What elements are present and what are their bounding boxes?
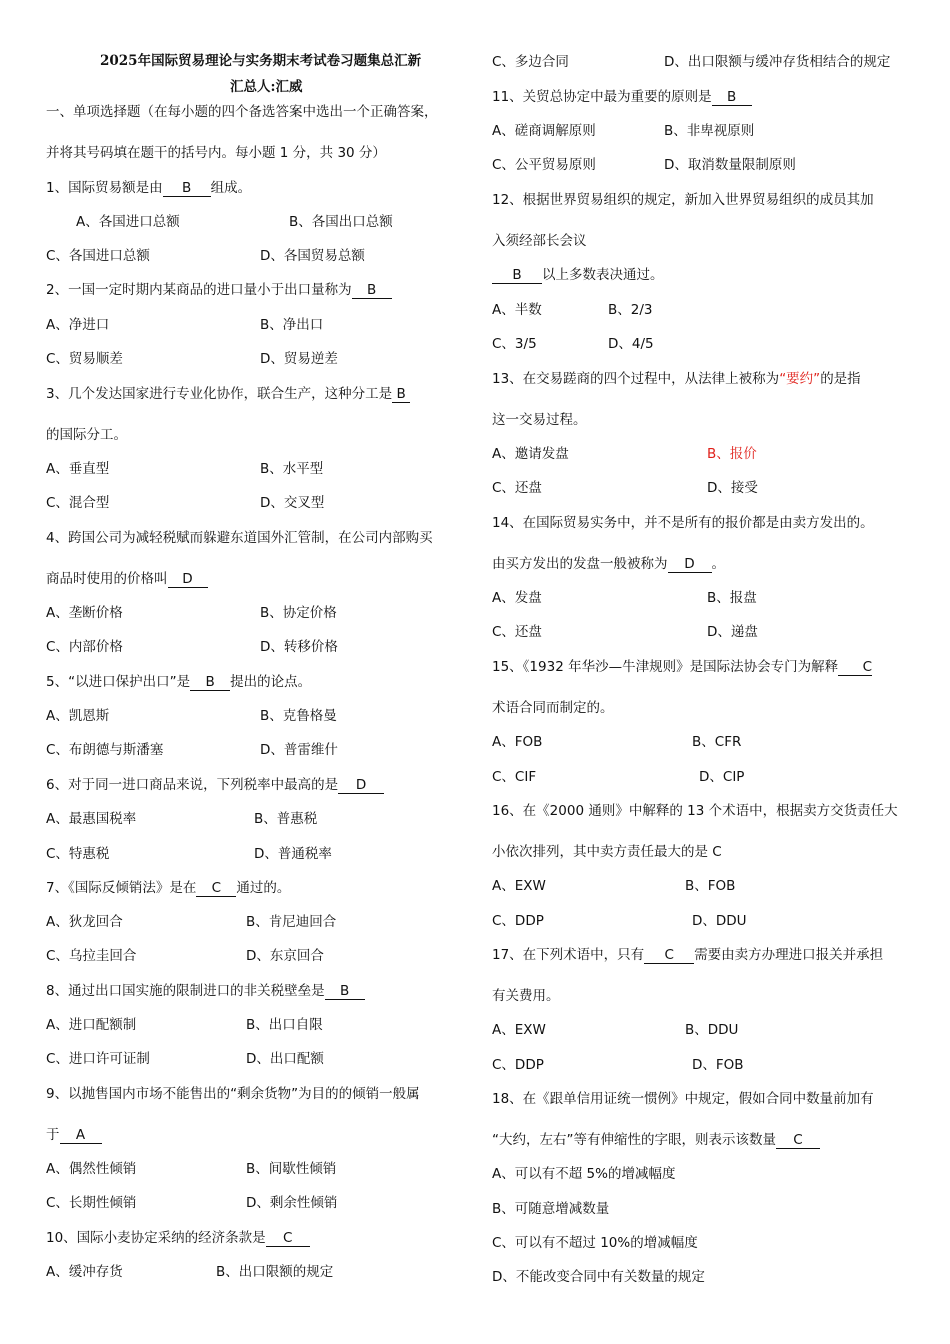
answer-blank: B [492,267,542,284]
option: B、报盘 [707,590,757,606]
option: D、CIP [699,769,745,785]
option: A、EXW [492,878,546,894]
option: D、取消数量限制原则 [664,157,796,173]
text-segment: 6、对于同一进口商品来说，下列税率中最高的是 [46,777,339,793]
text-segment: 11、关贸总协定中最为重要的原则是 [492,89,712,105]
option: C、长期性倾销 [46,1195,137,1211]
question-13 [492,370,861,388]
question-17 [492,946,883,964]
option: A、垂直型 [46,461,110,477]
text-segment: 以上多数表决通过。 [542,267,664,283]
question-10 [46,1229,310,1247]
question-13-cont: 这一交易过程。 [492,412,587,428]
question-17-cont: 有关费用。 [492,988,560,1004]
option: D、剩余性倾销 [246,1195,338,1211]
option: A、狄龙回合 [46,914,123,930]
option: C、DDP [492,913,544,929]
option: B、普惠税 [254,811,318,827]
answer-blank: B [392,386,410,403]
question-12-cont: 入须经部长会议 [492,233,587,249]
document-title: 2025年国际贸易理论与实务期末考试卷习题集总汇新 [100,53,422,69]
text-segment: 5、“以进口保护出口”是 [46,674,191,690]
text-segment: 15、《1932 年华沙—牛津规则》是国际法协会专门为解释 [492,659,839,675]
answer-blank: C [266,1230,310,1247]
option: B、克鲁格曼 [260,708,337,724]
option: A、净进口 [46,317,110,333]
answer-blank: D [338,777,384,794]
option: D、出口配额 [246,1051,324,1067]
text-segment: “要约” [779,371,821,387]
option: C、DDP [492,1057,544,1073]
option: A、半数 [492,302,542,318]
question-18: 18、在《跟单信用证统一惯例》中规定，假如合同中数量前加有 [492,1091,874,1107]
option: B、水平型 [260,461,324,477]
option: B、出口自限 [246,1017,323,1033]
question-9: 9、以抛售国内市场不能售出的“剩余货物”为目的的倾销一般属 [46,1086,420,1102]
option: C、混合型 [46,495,110,511]
question-9-cont [46,1126,102,1144]
answer-blank: D [668,556,712,573]
option: D、贸易逆差 [260,351,338,367]
option: A、FOB [492,734,543,750]
option: A、偶然性倾销 [46,1161,137,1177]
answer-blank: C [196,880,236,897]
question-2 [46,281,392,299]
option: A、各国进口总额 [76,214,180,230]
text-segment: 需要由卖方办理进口报关并承担 [694,947,884,963]
question-8 [46,982,365,1000]
option: C、布朗德与斯潘塞 [46,742,164,758]
question-15-cont: 术语合同而制定的。 [492,700,614,716]
option: D、4/5 [608,336,654,352]
option: A、邀请发盘 [492,446,569,462]
option: A、进口配额制 [46,1017,137,1033]
option: C、3/5 [492,336,537,352]
option: D、FOB [692,1057,744,1073]
option: B、DDU [685,1022,739,1038]
option: C、贸易顺差 [46,351,123,367]
question-5 [46,673,311,691]
option: B、各国出口总额 [289,214,393,230]
option: B、协定价格 [260,605,337,621]
option: A、可以有不超 5%的增减幅度 [492,1166,676,1182]
option: B、肯尼迪回合 [246,914,337,930]
option: D、递盘 [707,624,758,640]
question-14: 14、在国际贸易实务中，并不是所有的报价都是由卖方发出的。 [492,515,874,531]
option: A、缓冲存货 [46,1264,123,1280]
text-segment: 17、在下列术语中，只有 [492,947,645,963]
text-segment: 提出的论点。 [230,674,312,690]
option: A、磋商调解原则 [492,123,596,139]
option: D、普通税率 [254,846,332,862]
question-3 [46,385,410,403]
option-highlighted: B、报价 [707,446,757,462]
answer-blank: B [352,282,392,299]
option: D、DDU [692,913,747,929]
text-segment: 的是指 [820,371,861,387]
option: C、特惠税 [46,846,110,862]
text-segment: 10、国际小麦协定采纳的经济条款是 [46,1230,266,1246]
option: C、还盘 [492,624,542,640]
text-segment: 商品时使用的价格叫 [46,571,168,587]
option: A、垄断价格 [46,605,123,621]
text-segment: 8、通过出口国实施的限制进口的非关税壁垒是 [46,983,325,999]
option: C、各国进口总额 [46,248,150,264]
option: C、多边合同 [492,54,569,70]
question-12-cont2 [492,266,664,284]
option: B、净出口 [260,317,324,333]
question-1 [46,179,251,197]
question-7 [46,879,290,897]
option: C、CIF [492,769,537,785]
answer-blank: B [163,180,211,197]
option: D、交叉型 [260,495,325,511]
text-segment: 1、国际贸易额是由 [46,180,163,196]
option: B、出口限额的规定 [216,1264,334,1280]
option: C、还盘 [492,480,542,496]
text-segment: 于 [46,1127,60,1143]
question-12: 12、根据世界贸易组织的规定，新加入世界贸易组织的成员其加 [492,192,874,208]
text-segment: 组成。 [210,180,252,196]
answer-blank: A [60,1127,102,1144]
option: C、进口许可证制 [46,1051,150,1067]
option: D、普雷维什 [260,742,338,758]
question-16: 16、在《2000 通则》中解释的 13 个术语中，根据卖方交货责任大 [492,803,898,819]
question-11 [492,88,752,106]
answer-blank: C [838,659,872,676]
option: C、公平贸易原则 [492,157,596,173]
text-segment: 。 [711,556,725,572]
option: A、凯恩斯 [46,708,110,724]
section-heading: 一、单项选择题（在每小题的四个备选答案中选出一个正确答案， [46,104,438,120]
option: D、不能改变合同中有关数量的规定 [492,1269,705,1285]
answer-blank: C [644,947,694,964]
answer-blank: B [190,674,230,691]
option: D、转移价格 [260,639,338,655]
option: D、各国贸易总额 [260,248,365,264]
option: C、可以有不超过 10%的增减幅度 [492,1235,698,1251]
answer-blank: B [712,89,752,106]
question-4-cont [46,570,208,588]
text-segment: “大约，左右”等有伸缩性的字眼，则表示该数量 [492,1132,776,1148]
option: B、FOB [685,878,736,894]
option: B、CFR [692,734,742,750]
option: C、内部价格 [46,639,123,655]
question-16-cont: 小依次排列，其中卖方责任最大的是 C [492,844,722,860]
question-15 [492,658,872,676]
section-instruction: 并将其号码填在题干的括号内。每小题 1 分，共 30 分） [46,145,386,161]
option: A、EXW [492,1022,546,1038]
question-4: 4、跨国公司为减轻税赋而躲避东道国外汇管制，在公司内部购买 [46,530,433,546]
text-segment: 7、《国际反倾销法》是在 [46,880,197,896]
answer-blank: D [168,571,208,588]
option: A、最惠国税率 [46,811,137,827]
option: D、出口限额与缓冲存货相结合的规定 [664,54,891,70]
text-segment: 13、在交易蹉商的四个过程中，从法律上被称为 [492,371,780,387]
option: C、乌拉圭回合 [46,948,137,964]
question-14-cont [492,555,725,573]
question-3-cont: 的国际分工。 [46,427,127,443]
text-segment: 由买方发出的发盘一般被称为 [492,556,668,572]
option: B、间歇性倾销 [246,1161,337,1177]
text-segment: 3、几个发达国家进行专业化协作，联合生产，这种分工是 [46,386,393,402]
text-segment: 2、一国一定时期内某商品的进口量小于出口量称为 [46,282,352,298]
option: B、可随意增减数量 [492,1201,610,1217]
question-18-cont [492,1131,820,1149]
text-segment: 通过的。 [236,880,291,896]
option: B、2/3 [608,302,653,318]
option: D、东京回合 [246,948,324,964]
answer-blank: B [325,983,365,1000]
option: B、非卑视原则 [664,123,755,139]
option: D、接受 [707,480,758,496]
document-author: 汇总人:汇威 [230,79,303,95]
answer-blank: C [776,1132,820,1149]
question-6 [46,776,384,794]
option: A、发盘 [492,590,542,606]
